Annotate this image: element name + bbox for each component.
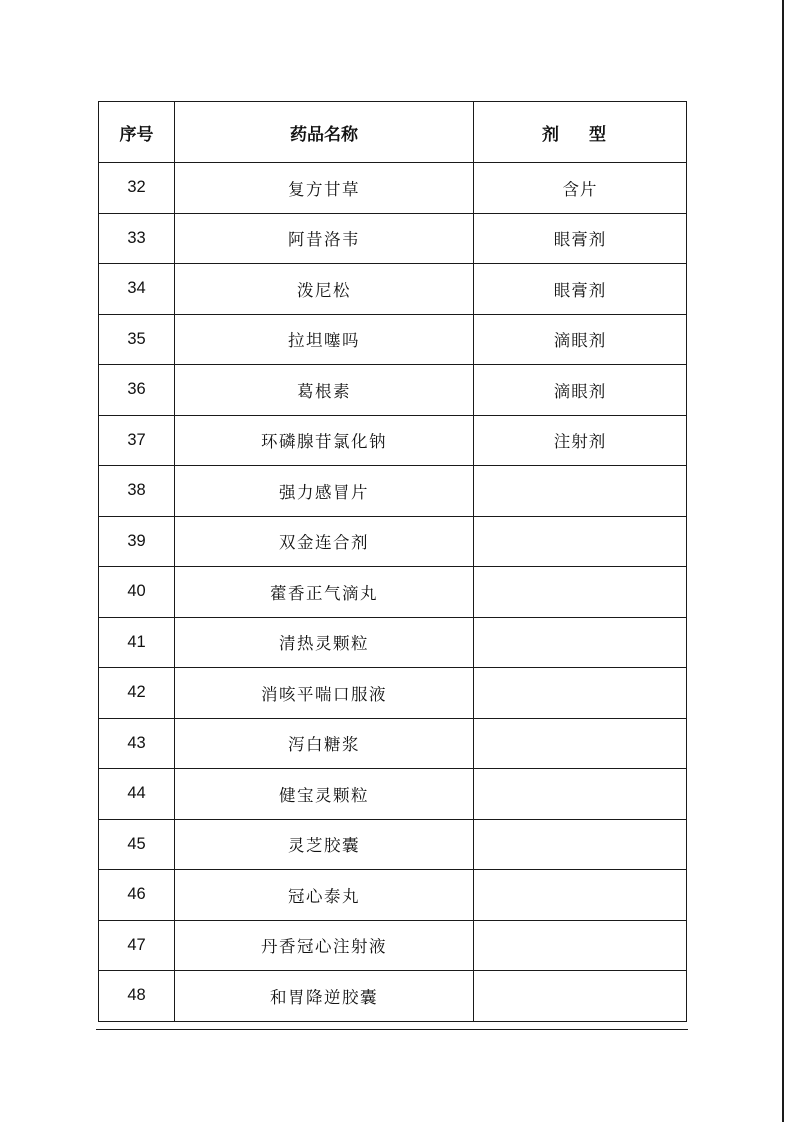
drug-name-cell: 环磷腺苷氯化钠: [175, 415, 474, 466]
dosage-form-cell: [474, 516, 687, 567]
drug-name-cell: 拉坦噻吗: [175, 314, 474, 365]
header-dosage-form: 剂 型: [474, 102, 687, 163]
dosage-form-cell: 含片: [474, 163, 687, 214]
drug-name-cell: 葛根素: [175, 365, 474, 416]
serial-number-cell: 48: [99, 971, 175, 1022]
dosage-form-cell: [474, 718, 687, 769]
drug-name-cell: 强力感冒片: [175, 466, 474, 517]
table-row: [99, 819, 687, 870]
dosage-form-cell: [474, 870, 687, 921]
drug-name-cell: 灵芝胶囊: [175, 819, 474, 870]
page-edge-line: [782, 0, 784, 1122]
table-row: [99, 163, 687, 214]
dosage-form-cell: 眼膏剂: [474, 213, 687, 264]
serial-number-cell: 43: [99, 718, 175, 769]
serial-number-cell: 46: [99, 870, 175, 921]
dosage-form-cell: [474, 668, 687, 719]
table-row: [99, 213, 687, 264]
table-row: [99, 870, 687, 921]
dosage-form-cell: 注射剂: [474, 415, 687, 466]
table-row: [99, 617, 687, 668]
serial-number-cell: 32: [99, 163, 175, 214]
drug-name-cell: 阿昔洛韦: [175, 213, 474, 264]
table-row: [99, 415, 687, 466]
table-row: [99, 466, 687, 517]
dosage-form-cell: [474, 567, 687, 618]
table-row: [99, 516, 687, 567]
dosage-form-cell: [474, 769, 687, 820]
drug-name-cell: 泼尼松: [175, 264, 474, 315]
table-header-row: [99, 102, 687, 163]
table-row: [99, 668, 687, 719]
drug-name-cell: 冠心泰丸: [175, 870, 474, 921]
serial-number-cell: 38: [99, 466, 175, 517]
serial-number-cell: 41: [99, 617, 175, 668]
serial-number-cell: 45: [99, 819, 175, 870]
serial-number-cell: 37: [99, 415, 175, 466]
drug-name-cell: 消咳平喘口服液: [175, 668, 474, 719]
drug-name-cell: 双金连合剂: [175, 516, 474, 567]
dosage-form-cell: 滴眼剂: [474, 365, 687, 416]
dosage-form-cell: [474, 971, 687, 1022]
serial-number-cell: 47: [99, 920, 175, 971]
table-row: [99, 920, 687, 971]
table-row: [99, 769, 687, 820]
table-row: [99, 971, 687, 1022]
dosage-form-cell: 眼膏剂: [474, 264, 687, 315]
drug-name-cell: 清热灵颗粒: [175, 617, 474, 668]
dosage-form-cell: [474, 466, 687, 517]
serial-number-cell: 44: [99, 769, 175, 820]
header-serial-number: 序号: [99, 102, 175, 163]
dosage-form-cell: 滴眼剂: [474, 314, 687, 365]
serial-number-cell: 42: [99, 668, 175, 719]
serial-number-cell: 33: [99, 213, 175, 264]
serial-number-cell: 35: [99, 314, 175, 365]
table-row: [99, 264, 687, 315]
drug-name-cell: 藿香正气滴丸: [175, 567, 474, 618]
serial-number-cell: 39: [99, 516, 175, 567]
table-row: [99, 718, 687, 769]
serial-number-cell: 34: [99, 264, 175, 315]
serial-number-cell: 40: [99, 567, 175, 618]
serial-number-cell: 36: [99, 365, 175, 416]
header-drug-name: 药品名称: [175, 102, 474, 163]
drug-name-cell: 和胃降逆胶囊: [175, 971, 474, 1022]
drug-table: [98, 101, 687, 1022]
table-bottom-rule: [96, 1029, 688, 1030]
drug-name-cell: 泻白糖浆: [175, 718, 474, 769]
dosage-form-cell: [474, 617, 687, 668]
table-row: [99, 314, 687, 365]
dosage-form-cell: [474, 819, 687, 870]
table-row: [99, 365, 687, 416]
table-row: [99, 567, 687, 618]
drug-name-cell: 丹香冠心注射液: [175, 920, 474, 971]
drug-name-cell: 复方甘草: [175, 163, 474, 214]
drug-name-cell: 健宝灵颗粒: [175, 769, 474, 820]
dosage-form-cell: [474, 920, 687, 971]
